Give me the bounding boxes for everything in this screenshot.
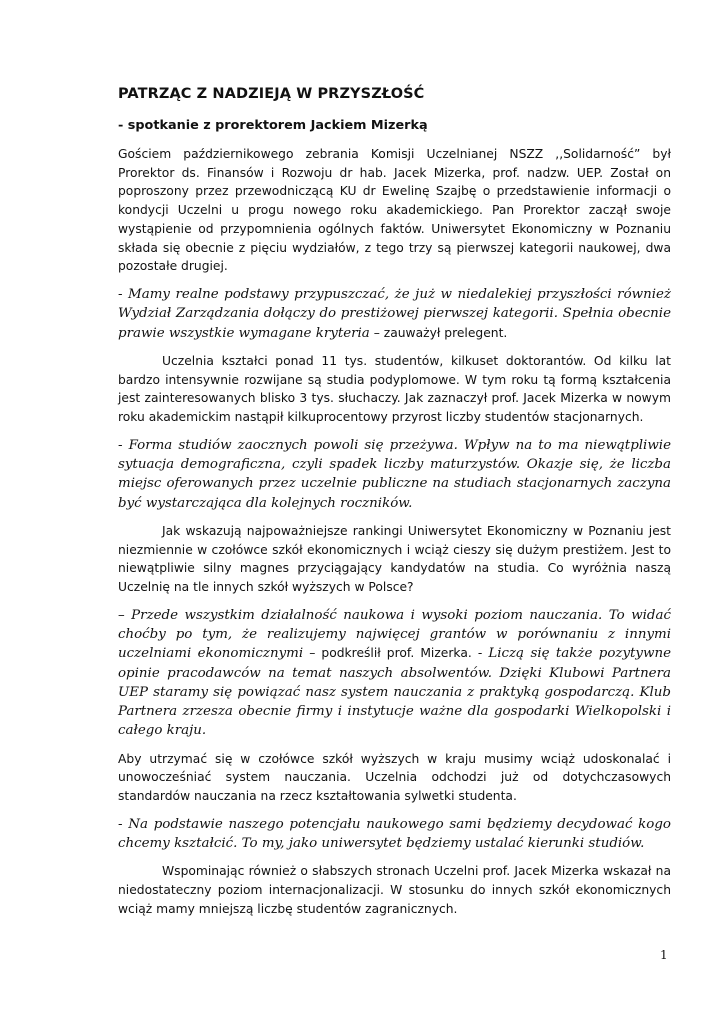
- quote-1-text: - Mamy realne podstawy przypuszczać, że już w niedalekiej przyszłości również Wydział Zarządzania dołączy do prestiżowej pierwszej kategorii. Spełnia obecnie prawie wszystkie wymagane kryteria: [118, 286, 671, 341]
- quote-1: [118, 285, 671, 343]
- paragraph-5: Wspominając również o słabszych stronach Uczelni prof. Jacek Mizerka wskazał na niedostateczny poziom internacjonalizacji. W stosunku do innych szkół ekonomicznych wciąż mamy mniejszą liczbę studentów zagranicznych.: [118, 864, 671, 916]
- document-body: [118, 86, 671, 928]
- quote-4: - Na podstawie naszego potencjału naukowego sami będziemy decydować kogo chcemy kształcić. To my, jako uniwersytet będziemy ustalać kierunki studiów.: [118, 816, 671, 852]
- paragraph-4: Aby utrzymać się w czołówce szkół wyższych w kraju musimy wciąż udoskonalać i unowocześniać system nauczania. Uczelnia odchodzi już od dotychczasowych standardów nauczania na rzecz kształtowania sylwetki studenta.: [118, 751, 671, 804]
- quote-1-attribution: – zauważył prelegent.: [369, 325, 508, 340]
- quote-2: - Forma studiów zaocznych powoli się przeżywa. Wpływ na to ma niewątpliwie sytuacja demograficzna, czyli spadek liczby maturzystów. Okazje się, że liczba miejsc oferowanych przez uczelnie publiczne na studiach stacjonarnych zaczyna być wystarczająca dla kolejnych roczników.: [118, 437, 671, 511]
- quote-3-text-b: Liczą się także pozytywne opinie pracodawców na temat naszych absolwentów. Dzięki Klubowi Partnera UEP staramy się powiązać nasz system nauczania z praktyką gospodarczą. Klub Partnera zrzesza obecnie firmy i instytucje ważne dla gospodarki Wielkopolski i całego kraju.: [118, 646, 671, 739]
- quote-3-attribution: – podkreślił prof. Mizerka. -: [303, 646, 489, 661]
- quote-3: [118, 606, 671, 741]
- article-title: PATRZĄC Z NADZIEJĄ W PRZYSZŁOŚĆ: [118, 86, 425, 102]
- paragraph-3: Jak wskazują najpoważniejsze rankingi Uniwersytet Ekonomiczny w Poznaniu jest niezmiennie w czołówce szkół ekonomicznych i wciąż cieszy się dużym prestiżem. Jest to niewątpliwie silny magnes przyciągający kandydatów na studia. Co wyróżnia naszą Uczelnię na tle innych szkół wyższych w Polsce?: [118, 523, 671, 594]
- paragraph-1: Gościem październikowego zebrania Komisji Uczelnianej NSZZ ,,Solidarność” był Prorektor ds. Finansów i Rozwoju dr hab. Jacek Mizerka, prof. nadzw. UEP. Został on poproszony przez przewodniczącą KU dr Ewelinę Szajbę o przedstawienie informacji o kondycji Uczelni u progu nowego roku akademickiego. Pan Prorektor zaczął swoje wystąpienie od przypomnienia ogólnych faktów. Uniwersytet Ekonomiczny w Poznaniu składa się obecnie z pięciu wydziałów, z tego trzy są pierwszej kategorii naukowej, dwa pozostałe drugiej.: [118, 147, 671, 274]
- paragraph-2: Uczelnia kształci ponad 11 tys. studentów, kilkuset doktorantów. Od kilku lat bardzo intensywnie rozwijane są studia podyplomowe. W tym roku tą formą kształcenia jest zainteresowanych blisko 3 tys. słuchaczy. Jak zaznaczył prof. Jacek Mizerka w nowym roku akademickim nastąpił kilkuprocentowy przyrost liczby studentów stacjonarnych.: [118, 353, 671, 424]
- page-number: 1: [660, 948, 668, 962]
- quote-3-text-a: – Przede wszystkim działalność naukowa i wysoki poziom nauczania. To widać choćby po tym, że realizujemy najwięcej grantów w porównaniu z innymi uczelniami ekonomicznymi: [118, 607, 671, 662]
- article-subtitle: - spotkanie z prorektorem Jackiem Mizerką: [118, 118, 428, 133]
